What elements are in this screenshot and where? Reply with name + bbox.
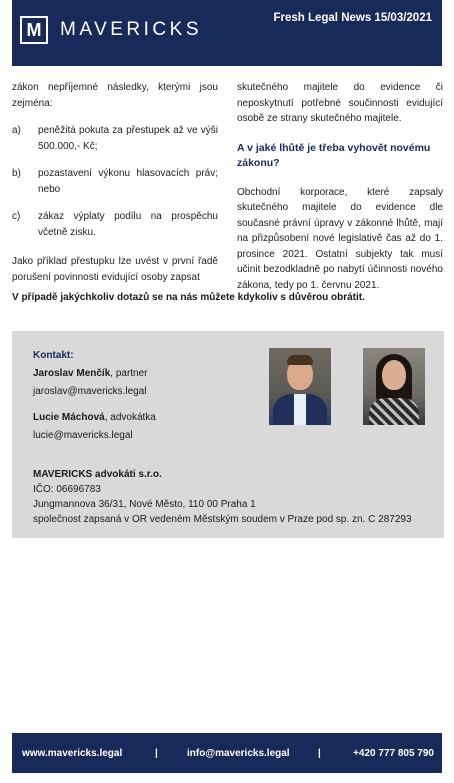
list-item: a) peněžitá pokuta za přestupek až ve výši 500.000,- Kč; [12,125,218,152]
contact-list [33,347,156,445]
list-item: b) pozastavení výkonu hlasovacích práv; nebo [12,168,218,195]
company-info [33,467,412,527]
header-banner [12,0,442,66]
right-continuation: skutečného majitele do evidence či neposkytnutí potřebné součinnosti evidující osobě ze strany skutečného majitele. [237,82,443,124]
company-registration: společnost zapsaná v OR vedeném Městským soudem v Praze pod sp. zn. C 287293 [33,514,412,525]
footer-phone-link[interactable]: +420 777 805 790 [353,748,434,759]
contact-email-link[interactable]: lucie@mavericks.legal [33,430,133,441]
partner-photo [269,348,331,425]
footer-separator: | [155,748,158,759]
contact-box [12,331,444,538]
contact-person: Jaroslav Menčík, partner [33,368,148,379]
section-question: A v jaké lhůtě je třeba vyhovět novému zákonu? [237,141,431,169]
call-to-action: V případě jakýchkoliv dotazů se na nás můžete kdykoliv s důvěrou obrátit. [12,292,365,303]
footer-bar [12,733,442,773]
brand-name: MAVERICKS [60,19,203,40]
company-ico: IČO: 06696783 [33,484,101,495]
left-intro: zákon nepříjemné následky, kterými jsou zejména: [12,82,218,109]
left-closing: Jako příklad přestupku lze uvést v první řadě porušení povinnosti evidující osoby zapsat [12,256,218,283]
company-name: MAVERICKS advokáti s.r.o. [33,469,162,480]
list-item: c) zákaz výplaty podílu na prospěchu včetně zisku. [12,211,218,238]
attorney-photo [363,348,425,425]
issue-title: Fresh Legal News 15/03/2021 [273,12,432,24]
contact-person: Lucie Máchová, advokátka [33,412,156,423]
footer-website-link[interactable]: www.mavericks.legal [22,748,123,759]
logo-icon: M [20,16,48,44]
left-column [12,80,218,285]
right-column [237,80,443,293]
footer-separator: | [318,748,321,759]
contact-email-link[interactable]: jaroslav@mavericks.legal [33,386,147,397]
footer-email-link[interactable]: info@mavericks.legal [187,748,290,759]
contact-label: Kontakt: [33,350,74,361]
company-address: Jungmannova 36/31, Nové Město, 110 00 Praha 1 [33,499,256,510]
section-answer: Obchodní korporace, které zapsaly skutečného majitele do evidence dle současné právní úpravy v zákonné lhůtě, mají na přizpůsobení nové legislativě čas až do 1. prosince 2021. Ostatní subjekty tak musí učinit bezodkladně po nabytí účinnosti nového zákona, tedy po 1. červnu 2021. [237,186,443,291]
